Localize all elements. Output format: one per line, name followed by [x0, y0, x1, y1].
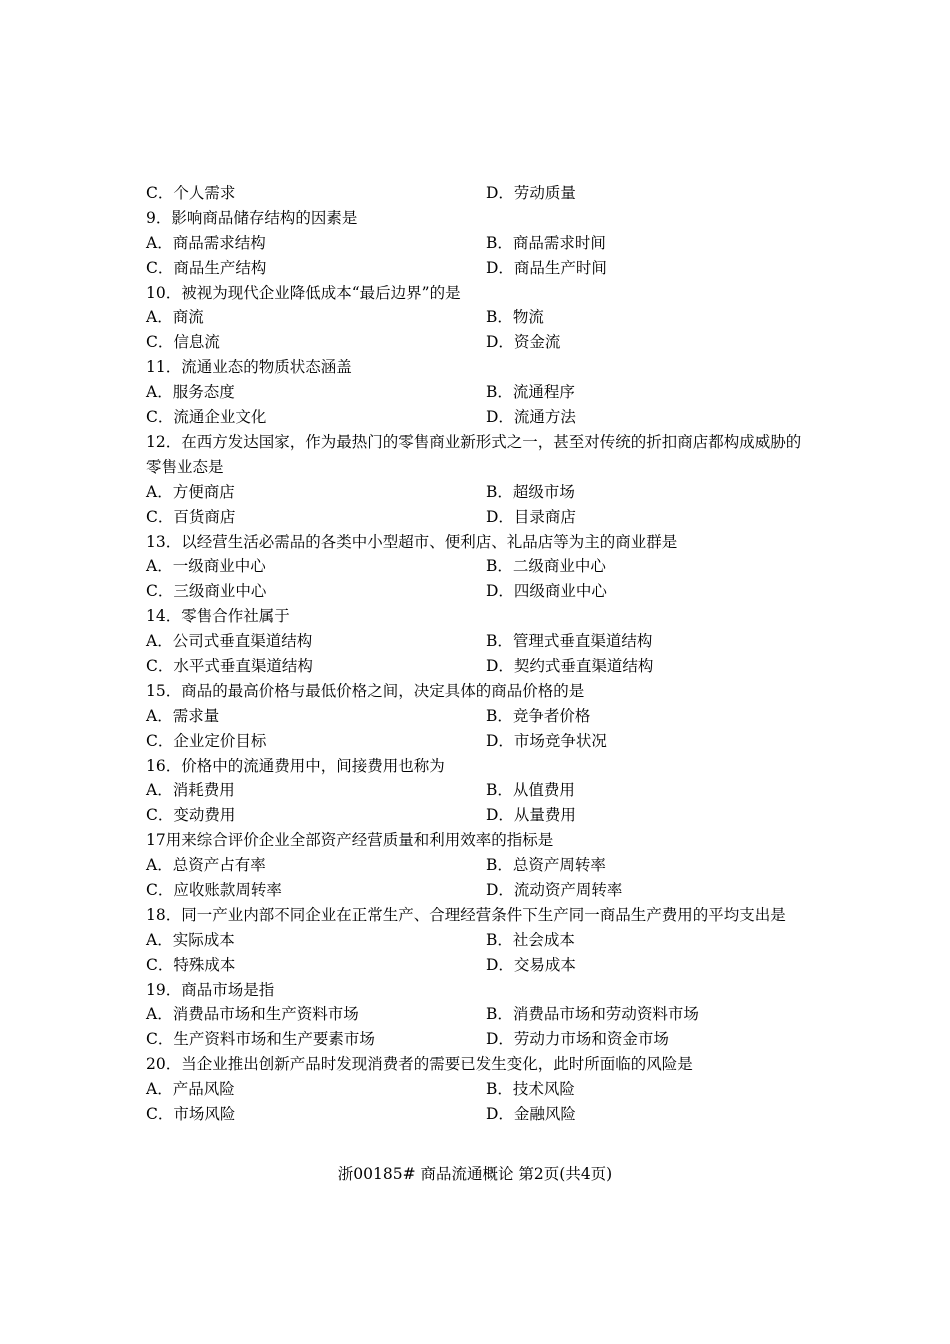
option-d: D．契约式垂直渠道结构 [486, 656, 654, 675]
option-d: D．金融风险 [486, 1105, 576, 1123]
option-a: A．服务态度 [146, 383, 235, 402]
option-d: D．从量费用 [486, 806, 576, 825]
option-c: C．特殊成本 [146, 955, 236, 974]
option-b: B．流通程序 [486, 383, 575, 402]
options-row [146, 380, 816, 405]
option-d: D．劳动质量 [486, 184, 576, 202]
option-b: B．消费品市场和劳动资料市场 [486, 1005, 699, 1024]
option-d: D．四级商业中心 [486, 582, 607, 601]
options-row [146, 554, 816, 579]
option-b: B．从值费用 [486, 781, 575, 800]
options-row [146, 803, 816, 828]
option-a: A．消费品市场和生产资料市场 [146, 1005, 359, 1024]
option-b: B．社会成本 [486, 930, 575, 949]
options-row [146, 181, 816, 206]
options-row [146, 305, 816, 330]
question-20-stem: 20．当企业推出创新产品时发现消费者的需要已发生变化，此时所面临的风险是 [146, 1055, 693, 1074]
option-c: C．水平式垂直渠道结构 [146, 656, 313, 675]
option-c: C．应收账款周转率 [146, 880, 282, 899]
options-row [146, 256, 816, 281]
options-row [146, 704, 816, 729]
option-b: B．管理式垂直渠道结构 [486, 632, 653, 651]
page-footer: 浙00185# 商品流通概论 第2页(共4页) [337, 1165, 613, 1183]
option-a: A．商品需求结构 [146, 233, 266, 252]
option-c: C．三级商业中心 [146, 582, 267, 601]
option-a: A．一级商业中心 [146, 557, 266, 576]
option-c: C．个人需求 [146, 184, 236, 202]
options-row [146, 1002, 816, 1027]
option-b: B．总资产周转率 [486, 856, 606, 875]
options-row [146, 654, 816, 679]
question-12-stem: 12．在西方发达国家，作为最热门的零售商业新形式之一，甚至对传统的折扣商店都构成威胁的零售业态是 [146, 432, 802, 476]
options-row [146, 480, 816, 505]
option-c: C．变动费用 [146, 806, 236, 825]
option-d: D．商品生产时间 [486, 258, 607, 277]
options-row [146, 330, 816, 355]
options-row [146, 729, 816, 754]
question-15-stem: 15．商品的最高价格与最低价格之间，决定具体的商品价格的是 [146, 681, 585, 700]
options-row [146, 505, 816, 530]
option-c: C．生产资料市场和生产要素市场 [146, 1030, 375, 1049]
option-c: C．企业定价目标 [146, 731, 267, 750]
option-a: A．需求量 [146, 706, 220, 725]
question-13-stem: 13．以经营生活必需品的各类中小型超市、便利店、礼品店等为主的商业群是 [146, 532, 678, 551]
question-18-stem: 18．同一产业内部不同企业在正常生产、合理经营条件下生产同一商品生产费用的平均支出是 [146, 905, 786, 924]
option-d: D．目录商店 [486, 507, 576, 526]
option-d: D．市场竞争状况 [486, 731, 607, 750]
options-row [146, 1027, 816, 1052]
option-b: B．商品需求时间 [486, 233, 606, 252]
option-a: A．商流 [146, 308, 204, 327]
options-row [146, 778, 816, 803]
question-17-stem: 17用来综合评价企业全部资产经营质量和利用效率的指标是 [146, 831, 554, 850]
options-row [146, 629, 816, 654]
option-b: B．物流 [486, 308, 544, 327]
question-10-stem: 10．被视为现代企业降低成本“最后边界”的是 [146, 283, 461, 302]
option-a: A．消耗费用 [146, 781, 235, 800]
question-11-stem: 11．流通业态的物质状态涵盖 [146, 358, 352, 377]
options-row [146, 579, 816, 604]
options-row [146, 853, 816, 878]
options-row [146, 1077, 816, 1102]
option-d: D．流通方法 [486, 408, 576, 427]
option-d: D．资金流 [486, 333, 561, 352]
options-row [146, 928, 816, 953]
options-row [146, 953, 816, 978]
option-d: D．流动资产周转率 [486, 880, 623, 899]
option-c: C．市场风险 [146, 1105, 236, 1123]
option-a: A．产品风险 [146, 1080, 235, 1099]
options-row [146, 878, 816, 903]
options-row [146, 231, 816, 256]
option-c: C．商品生产结构 [146, 258, 267, 277]
option-c: C．百货商店 [146, 507, 236, 526]
option-c: C．信息流 [146, 333, 220, 352]
option-b: B．二级商业中心 [486, 557, 606, 576]
question-list [146, 181, 816, 1127]
question-16-stem: 16．价格中的流通费用中，间接费用也称为 [146, 756, 445, 775]
option-a: A．方便商店 [146, 482, 235, 501]
option-d: D．交易成本 [486, 955, 576, 974]
question-19-stem: 19．商品市场是指 [146, 980, 275, 999]
option-d: D．劳动力市场和资金市场 [486, 1030, 669, 1049]
option-a: A．公司式垂直渠道结构 [146, 632, 313, 651]
question-9-stem: 9．影响商品储存结构的因素是 [146, 208, 358, 227]
option-a: A．总资产占有率 [146, 856, 266, 875]
option-c: C．流通企业文化 [146, 408, 267, 427]
option-b: B．技术风险 [486, 1080, 575, 1099]
option-b: B．超级市场 [486, 482, 575, 501]
option-a: A．实际成本 [146, 930, 235, 949]
option-b: B．竞争者价格 [486, 706, 591, 725]
question-14-stem: 14．零售合作社属于 [146, 607, 290, 626]
options-row [146, 405, 816, 430]
options-row [146, 1102, 816, 1127]
